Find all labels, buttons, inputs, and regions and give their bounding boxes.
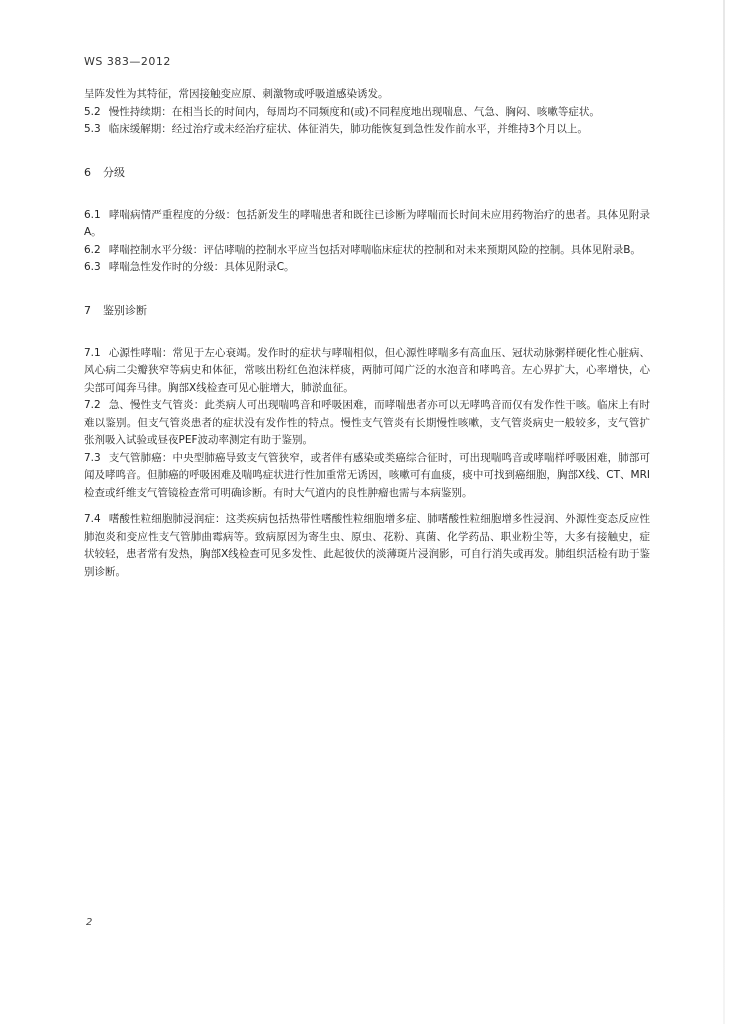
clause-number: 7.1 (84, 346, 101, 359)
clause-text: 哮喘控制水平分级：评估哮喘的控制水平应当包括对哮喘临床症状的控制和对未来预期风险的控制。具体见附录B。 (108, 243, 641, 256)
section-title: 鉴别诊断 (103, 303, 147, 317)
section-6-heading (84, 164, 650, 182)
section-number: 6 (84, 165, 91, 179)
scan-edge (723, 0, 725, 1024)
clause-number: 7.4 (84, 513, 101, 525)
clause-5-2 (84, 104, 650, 122)
clause-text: 急、慢性支气管炎：此类病人可出现喘鸣音和呼吸困难，而哮喘患者亦可以无哮鸣音而仅有发作性干咳。临床上有时难以鉴别。但支气管炎患者的症状没有发作性的特点。慢性支气管炎有长期慢性咳嗽，支气管炎病史一般较多，支气管扩张剂吸入试验或昼夜PEF波动率测定有助于鉴别。 (84, 399, 650, 446)
clause-7-2 (84, 397, 650, 450)
page-number: 2 (86, 917, 93, 928)
clause-7-3 (84, 450, 650, 503)
clause-text: 临床缓解期：经过治疗或未经治疗症状、体征消失，肺功能恢复到急性发作前水平，并维持3个月以上。 (108, 123, 588, 135)
clause-text: 心源性哮喘：常见于左心衰竭。发作时的症状与哮喘相似，但心源性哮喘多有高血压、冠状动脉粥样硬化性心脏病、风心病二尖瓣狭窄等病史和体征，常咳出粉红色泡沫样痰，两肺可闻广泛的水泡音和哮鸣音。左心界扩大，心率增快，心尖部可闻奔马律。胸部X线检查可见心脏增大，肺淤血征。 (84, 346, 650, 394)
clause-7-1 (84, 345, 650, 398)
clause-text: 哮喘急性发作时的分级：具体见附录C。 (108, 261, 295, 273)
section-5-continuation: 呈阵发性为其特征，常因接触变应原、刺激物或呼吸道感染诱发。 (84, 88, 389, 100)
clause-7-4 (84, 511, 650, 581)
clause-number: 6.3 (84, 261, 101, 273)
clause-5-3 (84, 121, 650, 139)
clause-number: 5.2 (84, 105, 101, 118)
clause-text: 支气管肺癌：中央型肺癌导致支气管狭窄，或者伴有感染或类癌综合征时，可出现喘鸣音或哮喘样呼吸困难，肺部可闻及哮鸣音。但肺癌的呼吸困难及喘鸣症状进行性加重常无诱因，咳嗽可有血痰，痰中可找到癌细胞，胸部X线、CT、MRI检查或纤维支气管镜检查常可明确诊断。有时大气道内的良性肿瘤也需与本病鉴别。 (84, 451, 650, 499)
page-body (84, 86, 650, 581)
clause-number: 7.3 (84, 451, 101, 464)
clause-number: 6.1 (84, 208, 101, 221)
section-7-heading (84, 302, 650, 320)
standard-code: WS 383—2012 (84, 55, 171, 68)
clause-number: 5.3 (84, 123, 101, 135)
clause-text: 哮喘病情严重程度的分级：包括新发生的哮喘患者和既往已诊断为哮喘而长时间未应用药物治疗的患者。具体见附录A。 (84, 208, 650, 238)
clause-number: 7.2 (84, 399, 101, 411)
section-title: 分级 (103, 165, 125, 179)
clause-text: 慢性持续期：在相当长的时间内，每周均不同频度和(或)不同程度地出现喘息、气急、胸闷、咳嗽等症状。 (108, 105, 600, 118)
clause-6-2 (84, 242, 650, 260)
clause-6-1 (84, 207, 650, 242)
clause-6-3 (84, 259, 650, 277)
clause-number: 6.2 (84, 243, 101, 256)
section-number: 7 (84, 303, 91, 317)
clause-text: 嗜酸性粒细胞肺浸润症：这类疾病包括热带性嗜酸性粒细胞增多症、肺嗜酸性粒细胞增多性浸润、外源性变态反应性肺泡炎和变应性支气管肺曲霉病等。致病原因为寄生虫、原虫、花粉、真菌、化学药品、职业粉尘等，大多有接触史，症状较轻，患者常有发热，胸部X线检查可见多发性、此起彼伏的淡薄斑片浸润影，可自行消失或再发。肺组织活检有助于鉴别诊断。 (84, 513, 650, 578)
